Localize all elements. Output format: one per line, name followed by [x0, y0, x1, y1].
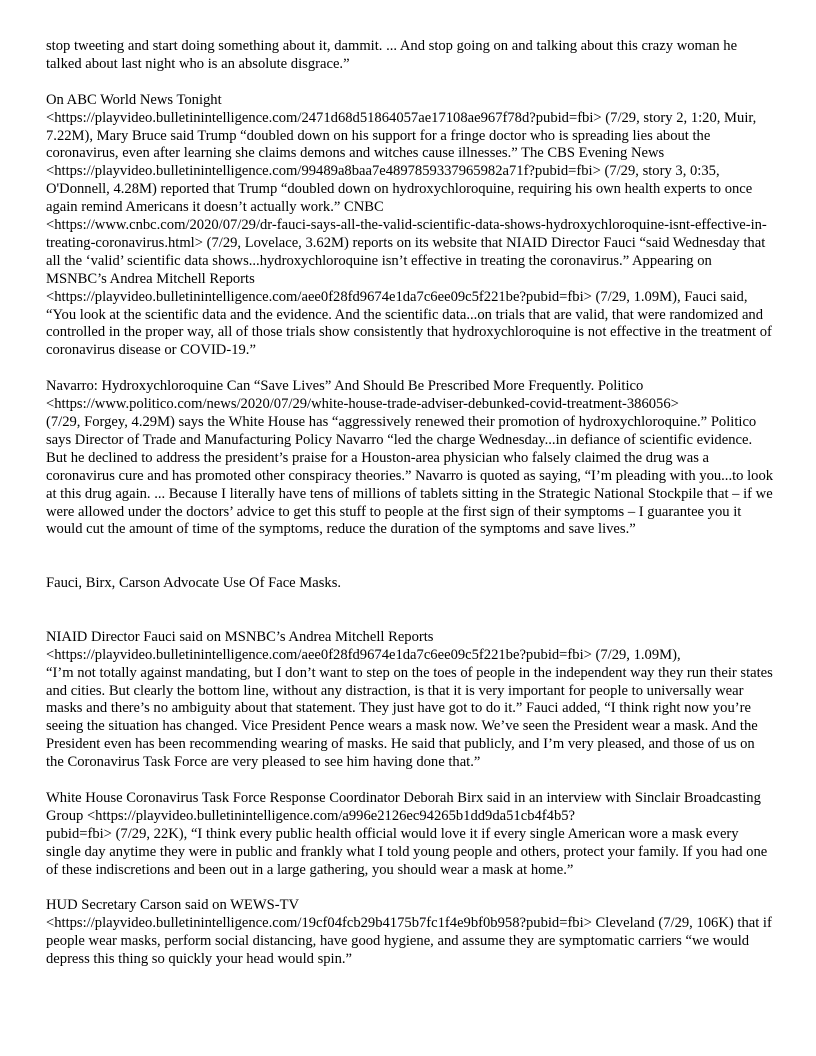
paragraph-fauci-masks: NIAID Director Fauci said on MSNBC’s Andrea Mitchell Reports <https://playvideo.bulletinintelligence.com/aee0f28fd9674e1da7c6ee09c5f221be?pubid=fbi> (7/29, 1.09M), “I’m not totally against mandating, but I don’t want to step on the toes of people in the independent way they run their states and cities. But clearly the bottom line, without any distraction, is that it is very important for people to universally wear masks and there’s no ambiguity about that statement. They just have got to do it.” Fauci added, “I think right now you’re seeing the situation has changed. Vice President Pence wears a mask now. We’ve seen the President wear a mask. And the President even has been recommending wearing of masks. He said that publicly, and I’m very pleased, and those of us on the Coronavirus Task Force are very pleased to see him having done that.” — [46, 628, 773, 771]
document-page — [46, 38, 776, 987]
paragraph-abc-cbs-cnbc: On ABC World News Tonight <https://playvideo.bulletinintelligence.com/2471d68d51864057ae17108ae967f78d?pubid=fbi> (7/29, story 2, 1:20, Muir, 7.22M), Mary Bruce said Trump “doubled down on his support for a fringe doctor who is spreading lies about the coronavirus, even after learning she claims demons and witches cause illnesses.” The CBS Evening News <https://playvideo.bulletinintelligence.com/99489a8baa7e4897859337965982a71f?pubid=fbi> (7/29, story 3, 0:35, O'Donnell, 4.28M) reported that Trump “doubled down on hydroxychloroquine, requiring his own health experts to once again remind Americans it doesn’t actually work.” CNBC <https://www.cnbc.com/2020/07/29/dr-fauci-says-all-the-valid-scientific-data-shows-hydroxychloroquine-isnt-effective-in-treating-coronavirus.html> (7/29, Lovelace, 3.62M) reports on its website that NIAID Director Fauci “said Wednesday that all the ‘valid’ scientific data shows...hydroxychloroquine isn’t effective in treating the coronavirus.” Appearing on MSNBC’s Andrea Mitchell Reports <https://playvideo.bulletinintelligence.com/aee0f28fd9674e1da7c6ee09c5f221be?pubid=fbi> (7/29, 1.09M), Fauci said, “You look at the scientific data and the evidence. And the scientific data...on trials that are valid, that were randomized and controlled in the proper way, all of those trials show consistently that hydroxychloroquine is not effective in the treatment of coronavirus disease or COVID-19.” — [46, 91, 772, 359]
paragraph-continuation: stop tweeting and start doing something about it, dammit. ... And stop going on and talking about this crazy woman he talked about last night who is an absolute disgrace.” — [46, 38, 741, 72]
paragraph-birx: White House Coronavirus Task Force Response Coordinator Deborah Birx said in an interview with Sinclair Broadcasting Group <https://playvideo.bulletinintelligence.com/a996e2126ec94265b1dd9da51cb4f4b5? pubid=fbi> (7/29, 22K), “I think every public health official would love it if every single American wore a mask every single day anytime they were in public and frankly what I told young people and others, protect your family. If you had one of these indiscretions and been out in a large gathering, you should wear a mask at home.” — [46, 789, 768, 878]
paragraph-carson: HUD Secretary Carson said on WEWS-TV <https://playvideo.bulletinintelligence.com/19cf04fcb29b4175b7fc1f4e9bf0b958?pubid=fbi> Cleveland (7/29, 106K) that if people wear masks, perform social distancing, have good hygiene, and assume they are symptomatic carriers “we would depress this thing so quickly your head would spin.” — [46, 897, 772, 968]
paragraph-navarro: Navarro: Hydroxychloroquine Can “Save Lives” And Should Be Prescribed More Frequently. Politico <https://www.politico.com/news/2020/07/29/white-house-trade-adviser-debunked-covid-treatment-386056> (7/29, Forgey, 4.29M) says the White House has “aggressively renewed their promotion of hydroxychloroquine.” Politico says Director of Trade and Manufacturing Policy Navarro “led the charge Wednesday...in defiance of scientific evidence. But he declined to address the president’s praise for a Houston-area physician who falsely claimed the drug was a coronavirus cure and has promoted other conspiracy theories.” Navarro is quoted as saying, “I’m pleading with you...to look at this drug again. ... Because I literally have tens of millions of tablets sitting in the Strategic National Stockpile that – if we were allowed under the doctors’ advice to get this stuff to people at the first sign of their symptoms – I guarantee you it would cut the amount of time of the symptoms, reduce the duration of the symptoms and save lives.” — [46, 378, 774, 538]
section-heading-face-masks: Fauci, Birx, Carson Advocate Use Of Face Masks. — [46, 575, 342, 592]
